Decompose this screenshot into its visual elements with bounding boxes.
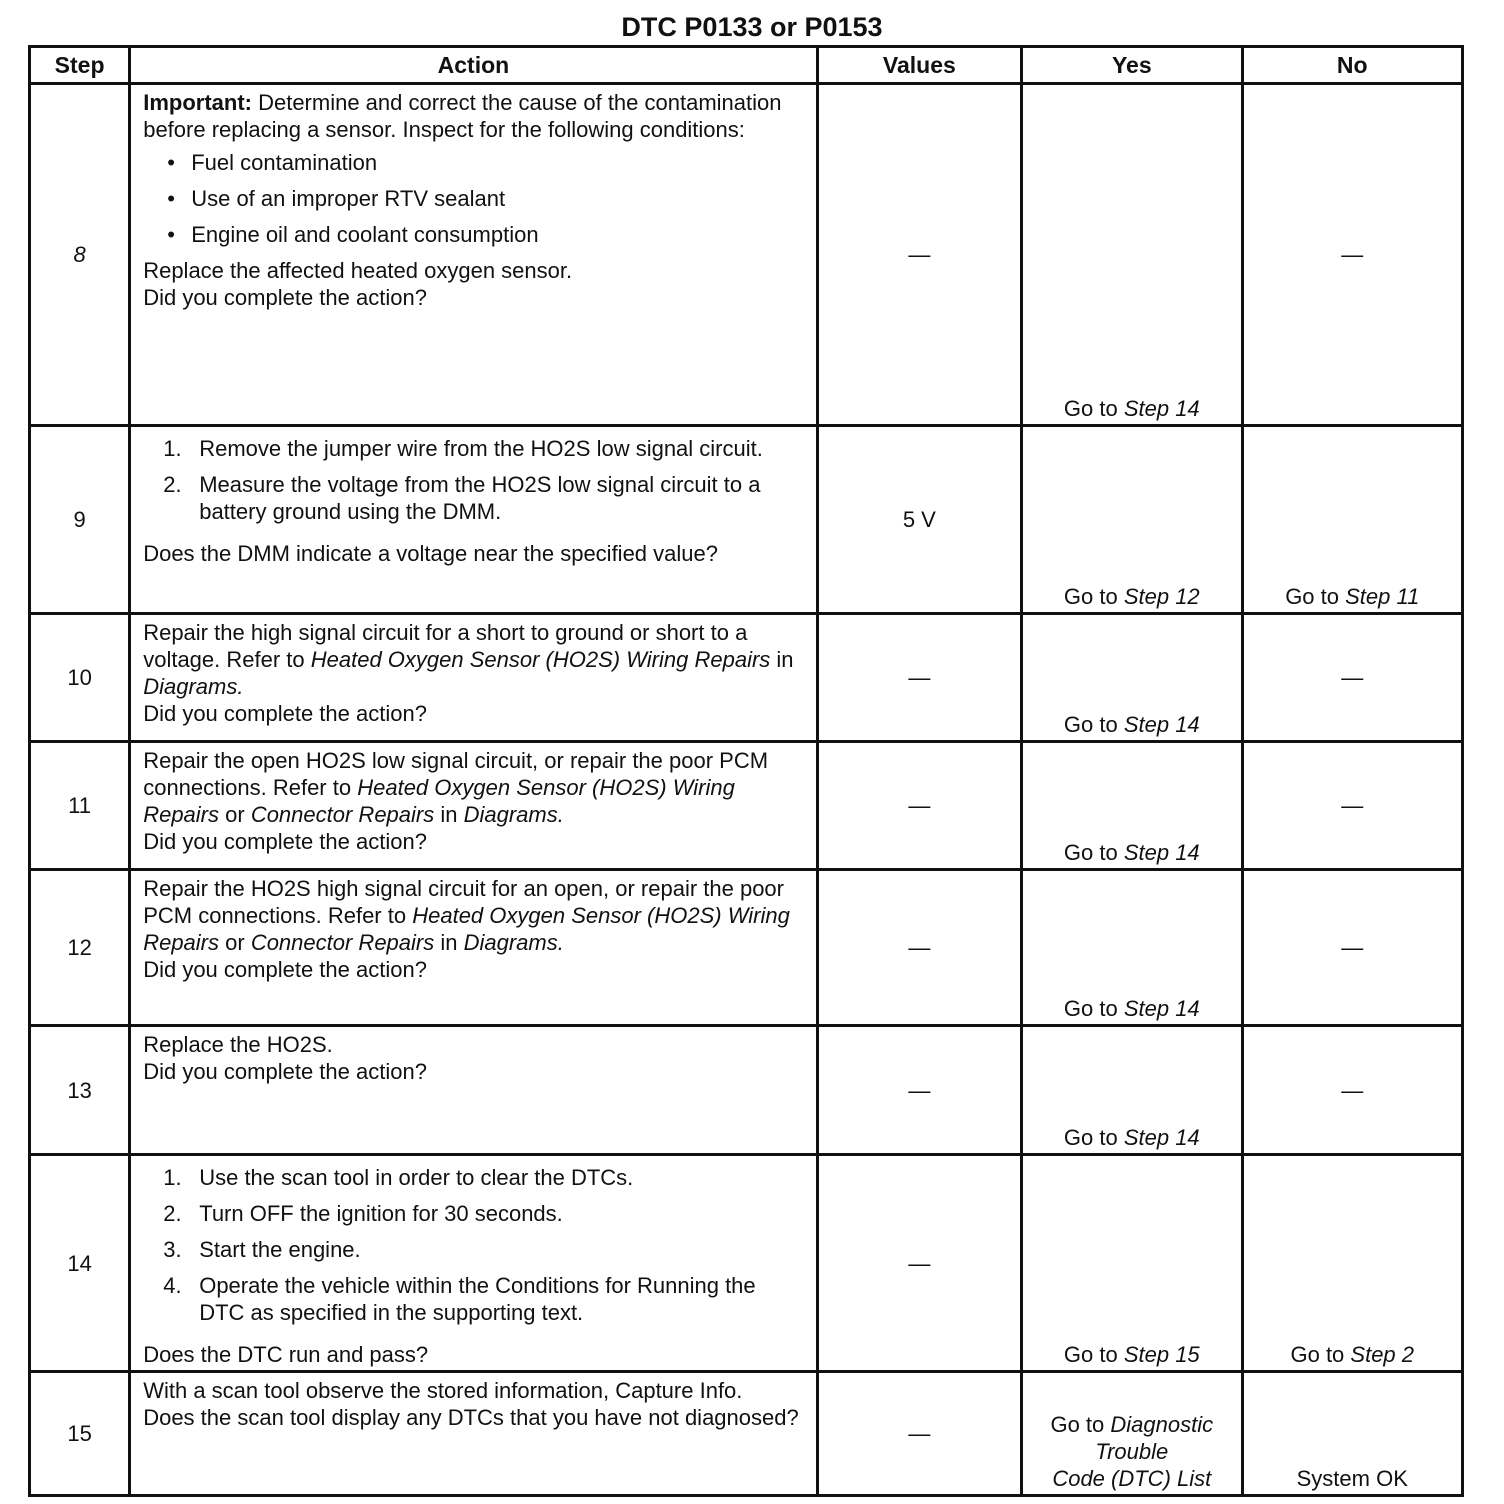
step-number: 8 [30, 84, 130, 426]
yes-cell: Go to Step 15 [1022, 1155, 1242, 1372]
list-item: • Fuel contamination [191, 149, 803, 176]
step-link: Step 2 [1350, 1342, 1415, 1367]
action-text: Replace the affected heated oxygen sensor. [143, 258, 573, 283]
no-cell: Go to Step 2 [1242, 1155, 1462, 1372]
action-cell [130, 742, 817, 870]
list-item: • Use of an improper RTV sealant [191, 185, 803, 212]
action-text: Repair the open HO2S low signal circuit, or repair the poor PCM connections. Refer to Heated Oxygen Sensor (HO2S) Wiring Repairs or Connector Repairs in Diagrams. [143, 748, 769, 827]
no-cell: — [1242, 614, 1462, 742]
numbered-list [143, 1164, 803, 1335]
no-cell: System OK [1242, 1372, 1462, 1496]
important-label: Important: [143, 90, 252, 115]
yes-cell: Go to Step 14 [1022, 742, 1242, 870]
list-item: 4. Operate the vehicle within the Conditions for Running the DTC as specified in the supporting text. [163, 1273, 756, 1325]
step-number: 13 [30, 1026, 130, 1155]
action-question: Did you complete the action? [143, 957, 427, 982]
header-no: No [1242, 47, 1462, 84]
value-cell: — [817, 1155, 1021, 1372]
yes-cell: Go to Step 14 [1022, 614, 1242, 742]
table-row-step-10 [30, 614, 1463, 742]
value-cell: 5 V [817, 426, 1021, 614]
action-cell [130, 1372, 817, 1496]
action-text: Important: Determine and correct the cause of the contamination before replacing a sensor. Inspect for the following conditions: [143, 90, 782, 142]
header-action: Action [130, 47, 817, 84]
action-cell [130, 870, 817, 1026]
value-cell: — [817, 84, 1021, 426]
table-row-step-14 [30, 1155, 1463, 1372]
list-item: 3. Start the engine. [163, 1237, 361, 1262]
action-cell [130, 614, 817, 742]
header-step: Step [30, 47, 130, 84]
step-link: Step 14 [1123, 712, 1200, 737]
value-cell: — [817, 870, 1021, 1026]
action-cell [130, 1026, 817, 1155]
value-cell: — [817, 1372, 1021, 1496]
no-cell: — [1242, 870, 1462, 1026]
step-number: 15 [30, 1372, 130, 1496]
table-row-step-12 [30, 870, 1463, 1026]
yes-cell: Go to Diagnostic Trouble Code (DTC) List [1022, 1372, 1242, 1496]
list-item: • Engine oil and coolant consumption [191, 221, 803, 248]
step-number: 10 [30, 614, 130, 742]
diagnostic-table [28, 45, 1464, 1497]
numbered-list [143, 435, 803, 534]
step-link: Step 14 [1123, 1125, 1200, 1150]
no-cell: Go to Step 11 [1242, 426, 1462, 614]
list-item: 2. Measure the voltage from the HO2S low signal circuit to a battery ground using the DMM. [163, 472, 761, 524]
yes-cell: Go to Step 14 [1022, 1026, 1242, 1155]
no-cell: — [1242, 1026, 1462, 1155]
action-text: With a scan tool observe the stored information, Capture Info. [143, 1378, 743, 1403]
list-item: 1. Use the scan tool in order to clear the DTCs. [163, 1165, 634, 1190]
step-link: Step 15 [1123, 1342, 1200, 1367]
step-link: Step 14 [1123, 996, 1200, 1021]
table-row-step-15 [30, 1372, 1463, 1496]
no-cell: — [1242, 742, 1462, 870]
list-item: 2. Turn OFF the ignition for 30 seconds. [163, 1201, 563, 1226]
action-text: Replace the HO2S. [143, 1032, 333, 1057]
value-cell: — [817, 742, 1021, 870]
action-cell [130, 1155, 817, 1372]
step-number: 12 [30, 870, 130, 1026]
yes-cell: Go to Step 14 [1022, 84, 1242, 426]
table-row-step-9 [30, 426, 1463, 614]
action-question: Did you complete the action? [143, 829, 427, 854]
action-text: Repair the HO2S high signal circuit for an open, or repair the poor PCM connections. Refer to Heated Oxygen Sensor (HO2S) Wiring Repairs or Connector Repairs in Diagrams. [143, 876, 790, 955]
yes-cell: Go to Step 12 [1022, 426, 1242, 614]
list-item: 1. Remove the jumper wire from the HO2S low signal circuit. [163, 436, 763, 461]
action-question: Did you complete the action? [143, 701, 427, 726]
action-question: Did you complete the action? [143, 1059, 427, 1084]
action-question: Did you complete the action? [143, 285, 427, 310]
action-question: Does the scan tool display any DTCs that you have not diagnosed? [143, 1405, 799, 1430]
no-cell: — [1242, 84, 1462, 426]
action-question: Does the DMM indicate a voltage near the specified value? [143, 541, 718, 566]
table-row-step-11 [30, 742, 1463, 870]
table-row-step-13 [30, 1026, 1463, 1155]
step-link: Step 11 [1345, 584, 1420, 609]
value-cell: — [817, 1026, 1021, 1155]
step-number: 11 [30, 742, 130, 870]
action-cell [130, 84, 817, 426]
header-values: Values [817, 47, 1021, 84]
page-title: DTC P0133 or P0153 [621, 12, 883, 42]
action-text: Repair the high signal circuit for a short to ground or short to a voltage. Refer to Heated Oxygen Sensor (HO2S) Wiring Repairs in Diagrams. [143, 620, 794, 699]
step-number: 14 [30, 1155, 130, 1372]
action-cell [130, 426, 817, 614]
step-link: Step 14 [1123, 396, 1200, 421]
step-link: Step 14 [1123, 840, 1200, 865]
table-row-step-8 [30, 84, 1463, 426]
step-number: 9 [30, 426, 130, 614]
step-link: Step 12 [1123, 584, 1200, 609]
bullet-list [143, 149, 803, 248]
header-row [30, 47, 1463, 84]
value-cell: — [817, 614, 1021, 742]
header-yes: Yes [1022, 47, 1242, 84]
action-question: Does the DTC run and pass? [143, 1342, 429, 1367]
yes-cell: Go to Step 14 [1022, 870, 1242, 1026]
